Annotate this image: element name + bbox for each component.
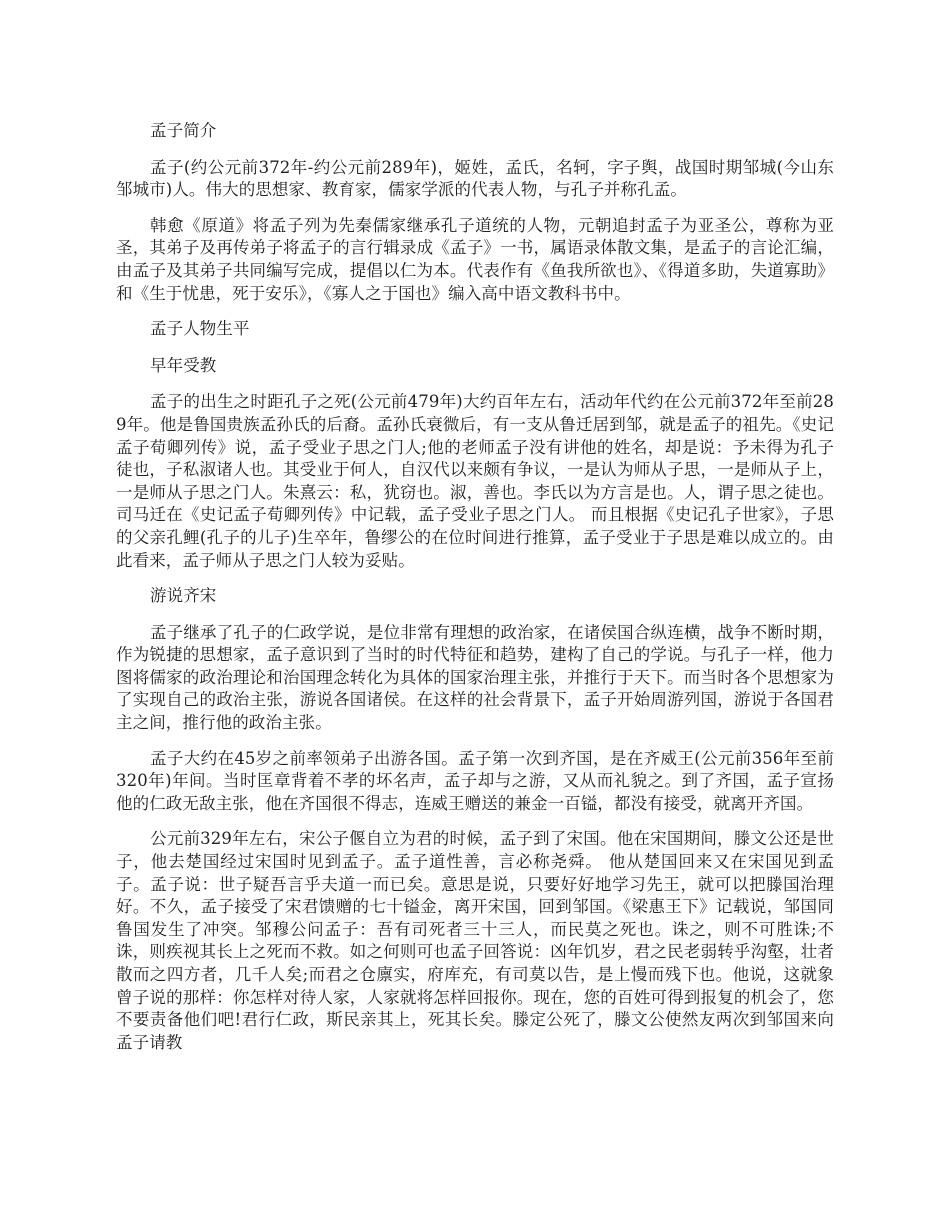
document-body [116,120,834,1054]
paragraph-early-education: 孟子的出生之时距孔子之死(公元前479年)大约百年左右，活动年代约在公元前372年至前289年。他是鲁国贵族孟孙氏的后裔。孟孙氏衰微后，有一支从鲁迁居到邹，就是孟子的祖先。《史记孟子荀卿列传》说，孟子受业子思之门人;他的老师孟子没有讲他的姓名，却是说：予未得为孔子徒也，子私淑诸人也。其受业于何人，自汉代以来颇有争议，一是认为师从子思，一是师从子上，一是师从子思之门人。朱熹云：私，犹窃也。淑，善也。李氏以为方言是也。人，谓子思之徒也。司马迁在《史记孟子荀卿列传》中记载，孟子受业子思之门人。 而且根据《史记孔子世家》，子思的父亲孔鲤(孔子的儿子)生卒年，鲁缪公的在位时间进行推算，孟子受业于子思是难以成立的。由此看来，孟子师从子思之门人较为妥贴。 [116,392,834,570]
subsection-title-travels: 游说齐宋 [150,586,217,606]
section-title-intro: 孟子简介 [150,121,217,140]
paragraph-intro-works: 韩愈《原道》将孟子列为先秦儒家继承孔子道统的人物，元朝追封孟子为亚圣公，尊称为亚圣，其弟子及再传弟子将孟子的言行辑录成《孟子》一书，属语录体散文集，是孟子的言论汇编，由孟子及其弟子共同编写完成，提倡以仁为本。代表作有《鱼我所欲也》、《得道多助，失道寡助》和《生于忧患，死于安乐》，《寡人之于国也》编入高中语文教科书中。 [116,215,834,303]
section-title-life: 孟子人物生平 [150,319,250,339]
paragraph-travels-intro: 孟子继承了孔子的仁政学说，是位非常有理想的政治家，在诸侯国合纵连横，战争不断时期，作为锐捷的思想家，孟子意识到了当时的时代特征和趋势，建构了自己的学说。与孔子一样，他力图将儒家的政治理论和治国理念转化为具体的国家治理主张，并推行于天下。而当时各个思想家为了实现自己的政治主张，游说各国诸侯。在这样的社会背景下，孟子开始周游列国，游说于各国君主之间，推行他的政治主张。 [116,622,834,733]
paragraph-travels-qi: 孟子大约在45岁之前率领弟子出游各国。孟子第一次到齐国，是在齐威王(公元前356年至前320年)年间。当时匡章背着不孝的坏名声，孟子却与之游，又从而礼貌之。到了齐国，孟子宣扬他的仁政无敌主张，他在齐国很不得志，连威王赠送的兼金一百镒，都没有接受，就离开齐国。 [116,748,834,813]
paragraph-intro-bio: 孟子(约公元前372年-约公元前289年)，姬姓，孟氏，名轲，字子舆，战国时期邹城(今山东邹城市)人。伟大的思想家、教育家，儒家学派的代表人物，与孔子并称孔孟。 [116,157,834,200]
subsection-title-early-education: 早年受教 [150,355,217,375]
paragraph-travels-song: 公元前329年左右，宋公子偃自立为君的时候，孟子到了宋国。他在宋国期间，滕文公还是世子，他去楚国经过宋国时见到孟子。孟子道性善，言必称尧舜。 他从楚国回来又在宋国见到孟子。孟子说：世子疑吾言乎夫道一而已矣。意思是说，只要好好地学习先王，就可以把滕国治理好。不久，孟子接受了宋君馈赠的七十镒金，离开宋国，回到邹国。《梁惠王下》记载说，邹国同鲁国发生了冲突。邹穆公问孟子：吾有司死者三十三人，而民莫之死也。诛之，则不可胜诛;不诛，则疾视其长上之死而不救。如之何则可也孟子回答说：凶年饥岁，君之民老弱转乎沟壑，壮者散而之四方者，几千人矣;而君之仓廪实，府库充，有司莫以告，是上慢而残下也。他说，这就象曾子说的那样：你怎样对待人家，人家就将怎样回报你。现在，您的百姓可得到报复的机会了，您不要责备他们吧!君行仁政，斯民亲其上，死其长矣。滕定公死了，滕文公使然友两次到邹国来向孟子请教 [116,829,834,1052]
